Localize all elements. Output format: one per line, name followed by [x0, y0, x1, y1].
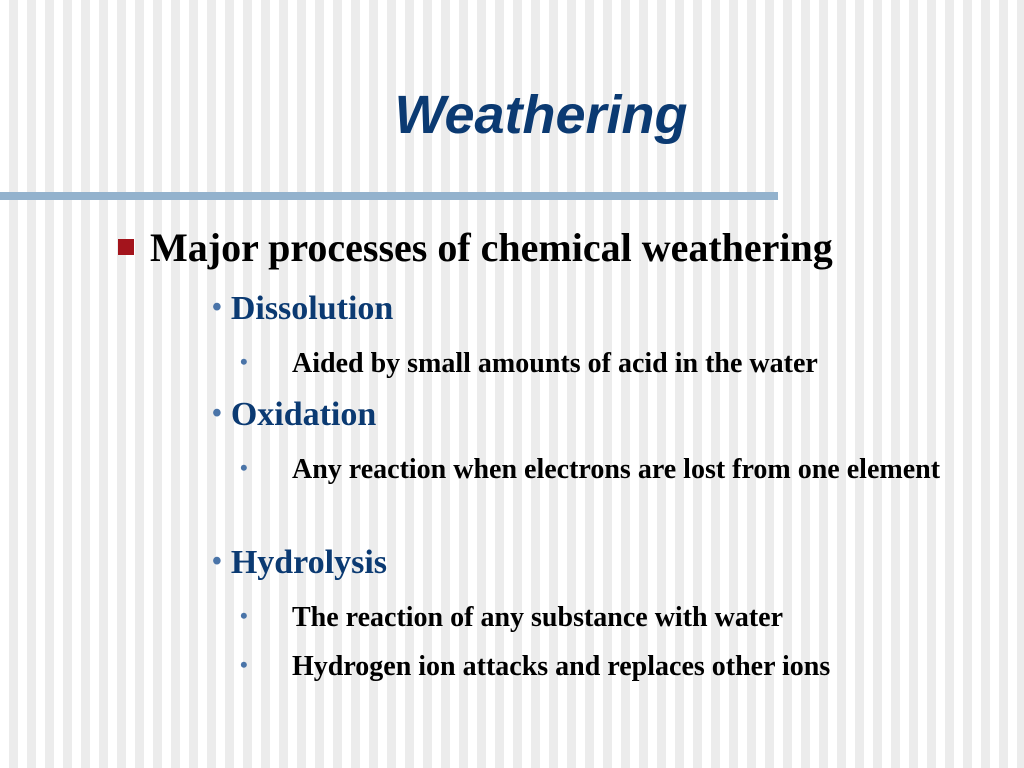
process-label: Dissolution [230, 290, 394, 327]
bullet-dot-icon: • [240, 652, 248, 677]
process-item-dissolution [212, 288, 393, 329]
bullet-dot-icon: • [240, 603, 248, 628]
process-item-hydrolysis [212, 542, 387, 583]
process-detail [240, 596, 1012, 638]
process-detail-text: The reaction of any substance with water [292, 602, 784, 633]
slide-title: Weathering [394, 85, 688, 145]
main-bullet-text: Major processes of chemical weathering [150, 225, 833, 270]
process-detail [240, 342, 1012, 384]
bullet-dot-icon: • [212, 546, 222, 577]
main-bullet-line [118, 224, 833, 272]
bullet-dot-icon: • [212, 292, 222, 323]
process-detail [240, 448, 1012, 490]
process-label: Hydrolysis [230, 544, 387, 581]
bullet-dot-icon: • [240, 349, 248, 374]
process-detail-text: Hydrogen ion attacks and replaces other ions [292, 651, 831, 682]
process-detail [240, 645, 1012, 687]
square-bullet-icon [118, 239, 134, 255]
process-label: Oxidation [230, 396, 377, 433]
bullet-dot-icon: • [240, 455, 248, 480]
bullet-dot-icon: • [212, 398, 222, 429]
process-item-oxidation [212, 394, 376, 435]
process-detail-text: Any reaction when electrons are lost from one element [292, 454, 941, 485]
process-detail-text: Aided by small amounts of acid in the water [292, 348, 818, 379]
